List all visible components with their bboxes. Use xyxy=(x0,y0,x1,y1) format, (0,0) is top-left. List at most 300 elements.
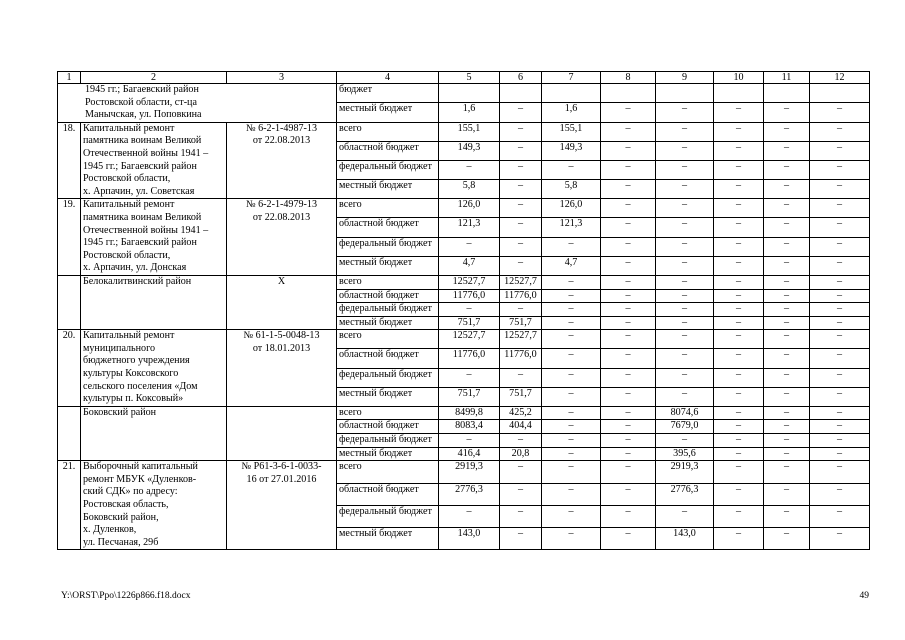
object-name-line: ремонт МБУК «Дуленков- xyxy=(83,473,197,485)
budget-type: федеральный бюджет xyxy=(337,237,439,256)
column-header-3: 3 xyxy=(227,72,337,84)
value-cell: – xyxy=(439,161,500,180)
value-cell: – xyxy=(656,103,714,122)
value-cell: 143,0 xyxy=(656,528,714,550)
value-cell: – xyxy=(764,316,810,330)
object-name-line: муниципального xyxy=(83,342,156,354)
value-cell: – xyxy=(542,368,601,387)
value-cell: – xyxy=(500,434,542,448)
column-header-2: 2 xyxy=(81,72,227,84)
value-cell: – xyxy=(714,447,764,461)
object-name-cell xyxy=(81,330,227,407)
value-cell: 155,1 xyxy=(439,122,500,141)
value-cell: – xyxy=(810,161,870,180)
value-cell xyxy=(656,84,714,103)
budget-type: областной бюджет xyxy=(337,141,439,160)
object-name-line: 1945 гг.; Багаевский район xyxy=(83,160,197,172)
row-number: 19. xyxy=(58,199,81,276)
value-cell: – xyxy=(810,406,870,420)
value-cell: 2776,3 xyxy=(439,483,500,505)
value-cell: – xyxy=(601,237,656,256)
object-name-cell xyxy=(81,461,227,550)
document-cell xyxy=(227,461,337,550)
value-cell: – xyxy=(601,387,656,406)
row-number: 21. xyxy=(58,461,81,550)
value-cell: – xyxy=(656,289,714,303)
value-cell: – xyxy=(714,180,764,199)
footer-file-path: Y:\ORST\Ppo\1226p866.f18.docx xyxy=(61,591,191,601)
value-cell: – xyxy=(500,161,542,180)
value-cell: – xyxy=(500,180,542,199)
value-cell: – xyxy=(656,303,714,317)
object-name-line: Боковский район, xyxy=(83,511,159,523)
value-cell: – xyxy=(439,434,500,448)
value-cell: 11776,0 xyxy=(439,289,500,303)
value-cell: 4,7 xyxy=(439,256,500,275)
row-number xyxy=(58,275,81,329)
value-cell: – xyxy=(810,316,870,330)
value-cell: – xyxy=(810,447,870,461)
document-cell xyxy=(227,406,337,460)
value-cell: – xyxy=(764,483,810,505)
table-row xyxy=(58,275,870,289)
value-cell: – xyxy=(714,349,764,368)
document-line: № 61-1-5-0048-13 xyxy=(243,330,320,342)
value-cell: – xyxy=(656,316,714,330)
document-cell xyxy=(227,122,337,199)
budget-type: местный бюджет xyxy=(337,387,439,406)
value-cell: – xyxy=(764,505,810,527)
column-header-4: 4 xyxy=(337,72,439,84)
value-cell xyxy=(500,84,542,103)
value-cell: – xyxy=(601,434,656,448)
value-cell: – xyxy=(714,237,764,256)
value-cell: – xyxy=(764,237,810,256)
value-cell: 5,8 xyxy=(542,180,601,199)
value-cell: 416,4 xyxy=(439,447,500,461)
budget-type: местный бюджет xyxy=(337,316,439,330)
value-cell: – xyxy=(714,256,764,275)
value-cell: – xyxy=(500,303,542,317)
value-cell: – xyxy=(764,161,810,180)
value-cell: – xyxy=(500,368,542,387)
column-header-10: 10 xyxy=(714,72,764,84)
value-cell: – xyxy=(542,349,601,368)
value-cell: – xyxy=(500,505,542,527)
object-name-line: Отечественной войны 1941 – xyxy=(83,147,209,159)
object-name-line: Ростовская область, xyxy=(83,499,169,510)
value-cell: – xyxy=(656,161,714,180)
value-cell: – xyxy=(714,330,764,349)
value-cell: – xyxy=(714,368,764,387)
value-cell: – xyxy=(601,461,656,483)
value-cell: – xyxy=(656,218,714,237)
value-cell: 149,3 xyxy=(439,141,500,160)
document-cell xyxy=(227,275,337,329)
value-cell: – xyxy=(601,161,656,180)
value-cell: – xyxy=(656,505,714,527)
value-cell: – xyxy=(764,368,810,387)
value-cell: – xyxy=(764,528,810,550)
value-cell: – xyxy=(810,483,870,505)
value-cell: – xyxy=(714,161,764,180)
value-cell: – xyxy=(810,218,870,237)
value-cell: 12527,7 xyxy=(439,275,500,289)
value-cell: 12527,7 xyxy=(500,330,542,349)
value-cell: – xyxy=(810,330,870,349)
budget-type: областной бюджет xyxy=(337,218,439,237)
object-name-line: ский СДК» по адресу: xyxy=(83,486,178,498)
value-cell: – xyxy=(542,434,601,448)
value-cell: – xyxy=(656,434,714,448)
continued-object-cell xyxy=(58,84,337,123)
object-name-line: Белокалитвинский район xyxy=(83,275,192,287)
object-name-line: культуры Коксовского xyxy=(83,368,179,380)
value-cell: – xyxy=(810,303,870,317)
value-cell: – xyxy=(810,349,870,368)
value-cell: – xyxy=(601,289,656,303)
value-cell: – xyxy=(601,505,656,527)
value-cell: 8083,4 xyxy=(439,420,500,434)
value-cell: – xyxy=(714,289,764,303)
budget-type: местный бюджет xyxy=(337,447,439,461)
value-cell: – xyxy=(542,483,601,505)
value-cell: – xyxy=(601,316,656,330)
value-cell: – xyxy=(764,387,810,406)
value-cell: – xyxy=(764,447,810,461)
budget-type: областной бюджет xyxy=(337,289,439,303)
object-name-line: х. Арпачин, ул. Советская xyxy=(83,185,195,197)
value-cell xyxy=(810,84,870,103)
value-cell: – xyxy=(714,316,764,330)
value-cell: – xyxy=(500,237,542,256)
budget-type: федеральный бюджет xyxy=(337,303,439,317)
object-name-line: Выборочный капитальный xyxy=(83,461,198,473)
value-cell: – xyxy=(601,528,656,550)
value-cell: – xyxy=(714,528,764,550)
value-cell: – xyxy=(542,303,601,317)
row-number xyxy=(58,406,81,460)
value-cell: 143,0 xyxy=(439,528,500,550)
value-cell: – xyxy=(714,406,764,420)
value-cell: – xyxy=(810,461,870,483)
object-name-line: Капитальный ремонт xyxy=(83,199,175,211)
budget-type: федеральный бюджет xyxy=(337,434,439,448)
value-cell: – xyxy=(810,368,870,387)
value-cell: – xyxy=(601,406,656,420)
value-cell: – xyxy=(656,199,714,218)
column-header-1: 1 xyxy=(58,72,81,84)
budget-type: всего xyxy=(337,330,439,349)
value-cell: 11776,0 xyxy=(500,289,542,303)
value-cell: 121,3 xyxy=(542,218,601,237)
value-cell: – xyxy=(764,330,810,349)
object-name-cell xyxy=(81,199,227,276)
budget-type: федеральный бюджет xyxy=(337,368,439,387)
value-cell: – xyxy=(439,237,500,256)
object-name-line: Боковский район xyxy=(83,406,157,418)
value-cell: 425,2 xyxy=(500,406,542,420)
object-name-line: Отечественной войны 1941 – xyxy=(83,224,209,236)
value-cell: – xyxy=(764,103,810,122)
value-cell: – xyxy=(714,218,764,237)
value-cell: – xyxy=(714,303,764,317)
value-cell: – xyxy=(601,256,656,275)
document-line: Х xyxy=(277,275,286,287)
value-cell: 2919,3 xyxy=(656,461,714,483)
document-line: от 22.08.2013 xyxy=(252,135,311,147)
value-cell: – xyxy=(714,275,764,289)
object-name-line: Ростовской области, xyxy=(83,249,171,261)
table-row xyxy=(58,122,870,141)
budget-type: местный бюджет xyxy=(337,256,439,275)
column-header-6: 6 xyxy=(500,72,542,84)
document-line: от 18.01.2013 xyxy=(252,342,311,354)
object-name-line: 1945 гг.; Багаевский район xyxy=(85,84,199,95)
value-cell: 751,7 xyxy=(500,387,542,406)
value-cell: – xyxy=(714,122,764,141)
value-cell: – xyxy=(500,461,542,483)
budget-type: местный бюджет xyxy=(337,528,439,550)
value-cell: 395,6 xyxy=(656,447,714,461)
value-cell: – xyxy=(500,141,542,160)
value-cell: – xyxy=(601,180,656,199)
value-cell: 12527,7 xyxy=(439,330,500,349)
column-header-12: 12 xyxy=(810,72,870,84)
value-cell: – xyxy=(439,505,500,527)
document-line: № Р61-3-6-1-0033- xyxy=(241,461,322,473)
value-cell: – xyxy=(810,275,870,289)
value-cell: – xyxy=(810,237,870,256)
value-cell: – xyxy=(810,256,870,275)
document-cell xyxy=(227,330,337,407)
budget-type: бюджет xyxy=(337,84,439,103)
value-cell: – xyxy=(601,122,656,141)
header-row xyxy=(58,72,870,84)
value-cell: – xyxy=(656,275,714,289)
value-cell: – xyxy=(810,141,870,160)
value-cell: – xyxy=(601,218,656,237)
value-cell: 4,7 xyxy=(542,256,601,275)
object-name-line: бюджетного учреждения xyxy=(83,355,190,367)
object-name-cell xyxy=(81,275,227,329)
value-cell: – xyxy=(810,180,870,199)
value-cell: – xyxy=(810,505,870,527)
value-cell: 11776,0 xyxy=(500,349,542,368)
value-cell: – xyxy=(764,303,810,317)
value-cell: 1,6 xyxy=(439,103,500,122)
value-cell: 12527,7 xyxy=(500,275,542,289)
value-cell: – xyxy=(764,141,810,160)
object-name-line: 1945 гг.; Багаевский район xyxy=(83,237,197,249)
value-cell xyxy=(439,84,500,103)
value-cell xyxy=(542,84,601,103)
value-cell: – xyxy=(714,420,764,434)
value-cell: – xyxy=(542,330,601,349)
object-name-line: памятника воинам Великой xyxy=(83,211,202,223)
value-cell: – xyxy=(601,103,656,122)
object-name-line: сельского поселения «Дом xyxy=(83,380,198,392)
value-cell: – xyxy=(764,349,810,368)
value-cell: – xyxy=(656,141,714,160)
object-name-line: Капитальный ремонт xyxy=(83,122,175,134)
value-cell: – xyxy=(601,447,656,461)
value-cell: – xyxy=(714,461,764,483)
document-cell xyxy=(227,199,337,276)
value-cell: – xyxy=(656,368,714,387)
value-cell: – xyxy=(439,368,500,387)
value-cell: – xyxy=(656,180,714,199)
value-cell: – xyxy=(542,505,601,527)
value-cell: – xyxy=(656,237,714,256)
value-cell: – xyxy=(714,434,764,448)
value-cell: – xyxy=(542,316,601,330)
value-cell: – xyxy=(601,330,656,349)
value-cell: – xyxy=(601,420,656,434)
row-number: 20. xyxy=(58,330,81,407)
value-cell: – xyxy=(601,199,656,218)
value-cell: 155,1 xyxy=(542,122,601,141)
budget-type: федеральный бюджет xyxy=(337,161,439,180)
column-header-8: 8 xyxy=(601,72,656,84)
value-cell: – xyxy=(500,483,542,505)
column-header-5: 5 xyxy=(439,72,500,84)
table-row xyxy=(58,199,870,218)
value-cell: – xyxy=(500,122,542,141)
value-cell: – xyxy=(601,368,656,387)
value-cell: – xyxy=(542,275,601,289)
object-name-line: памятника воинам Великой xyxy=(83,135,202,147)
value-cell: – xyxy=(714,199,764,218)
value-cell: 751,7 xyxy=(439,316,500,330)
value-cell: – xyxy=(764,461,810,483)
budget-type: областной бюджет xyxy=(337,420,439,434)
value-cell: 751,7 xyxy=(439,387,500,406)
value-cell: – xyxy=(810,420,870,434)
value-cell: 149,3 xyxy=(542,141,601,160)
value-cell: – xyxy=(764,275,810,289)
object-name-line: х. Дуленков, xyxy=(83,524,137,536)
value-cell xyxy=(714,84,764,103)
budget-type: областной бюджет xyxy=(337,349,439,368)
object-name-line: Ростовской области, ст-ца xyxy=(85,96,197,108)
object-name-line: культуры п. Коксовый» xyxy=(83,393,184,405)
value-cell: – xyxy=(810,103,870,122)
value-cell: – xyxy=(764,434,810,448)
document-line: 16 от 27.01.2016 xyxy=(246,473,317,485)
budget-type: всего xyxy=(337,406,439,420)
value-cell: – xyxy=(810,434,870,448)
value-cell: – xyxy=(656,256,714,275)
value-cell: – xyxy=(542,420,601,434)
column-header-9: 9 xyxy=(656,72,714,84)
value-cell: – xyxy=(810,122,870,141)
value-cell: – xyxy=(542,387,601,406)
budget-type: всего xyxy=(337,461,439,483)
value-cell: – xyxy=(542,461,601,483)
value-cell: 751,7 xyxy=(500,316,542,330)
budget-table xyxy=(57,71,870,550)
value-cell: – xyxy=(656,349,714,368)
table-row xyxy=(58,406,870,420)
footer-page-number: 49 xyxy=(859,591,869,601)
value-cell xyxy=(601,84,656,103)
row-number: 18. xyxy=(58,122,81,199)
value-cell: – xyxy=(542,289,601,303)
value-cell: – xyxy=(542,237,601,256)
value-cell: – xyxy=(764,256,810,275)
value-cell: – xyxy=(500,103,542,122)
value-cell: – xyxy=(810,199,870,218)
value-cell: – xyxy=(656,122,714,141)
value-cell: – xyxy=(764,180,810,199)
value-cell: 126,0 xyxy=(542,199,601,218)
object-name-cell xyxy=(81,122,227,199)
value-cell: 1,6 xyxy=(542,103,601,122)
value-cell: – xyxy=(601,483,656,505)
value-cell: – xyxy=(601,141,656,160)
document-line: № 6-2-1-4979-13 xyxy=(245,199,318,211)
value-cell: – xyxy=(810,528,870,550)
value-cell: – xyxy=(500,528,542,550)
document-line: № 6-2-1-4987-13 xyxy=(245,122,318,134)
value-cell: – xyxy=(810,289,870,303)
table-row xyxy=(58,84,870,103)
value-cell: – xyxy=(656,330,714,349)
value-cell: 404,4 xyxy=(500,420,542,434)
value-cell: – xyxy=(500,218,542,237)
value-cell: – xyxy=(714,141,764,160)
value-cell: 20,8 xyxy=(500,447,542,461)
value-cell: 121,3 xyxy=(439,218,500,237)
value-cell: – xyxy=(714,103,764,122)
value-cell: – xyxy=(764,420,810,434)
value-cell: – xyxy=(714,505,764,527)
object-name-line: Капитальный ремонт xyxy=(83,330,175,342)
value-cell: – xyxy=(656,387,714,406)
object-name-cell xyxy=(81,406,227,460)
value-cell: – xyxy=(764,406,810,420)
value-cell: – xyxy=(500,256,542,275)
column-header-7: 7 xyxy=(542,72,601,84)
object-name-line: Манычская, ул. Поповкина xyxy=(85,109,202,121)
budget-type: местный бюджет xyxy=(337,180,439,199)
value-cell: – xyxy=(714,483,764,505)
value-cell: 2776,3 xyxy=(656,483,714,505)
value-cell: 8074,6 xyxy=(656,406,714,420)
value-cell: – xyxy=(500,199,542,218)
object-name-line: х. Арпачин, ул. Донская xyxy=(83,262,187,274)
value-cell: – xyxy=(542,406,601,420)
value-cell: 7679,0 xyxy=(656,420,714,434)
budget-type: федеральный бюджет xyxy=(337,505,439,527)
table-row xyxy=(58,461,870,483)
value-cell: 11776,0 xyxy=(439,349,500,368)
column-header-11: 11 xyxy=(764,72,810,84)
value-cell: – xyxy=(542,528,601,550)
document-line: от 22.08.2013 xyxy=(252,211,311,223)
value-cell: – xyxy=(542,161,601,180)
value-cell: – xyxy=(542,447,601,461)
budget-type: всего xyxy=(337,275,439,289)
value-cell xyxy=(764,84,810,103)
value-cell: – xyxy=(764,199,810,218)
value-cell: – xyxy=(439,303,500,317)
value-cell: – xyxy=(764,289,810,303)
budget-type: всего xyxy=(337,199,439,218)
budget-type: местный бюджет xyxy=(337,103,439,122)
value-cell: – xyxy=(601,349,656,368)
